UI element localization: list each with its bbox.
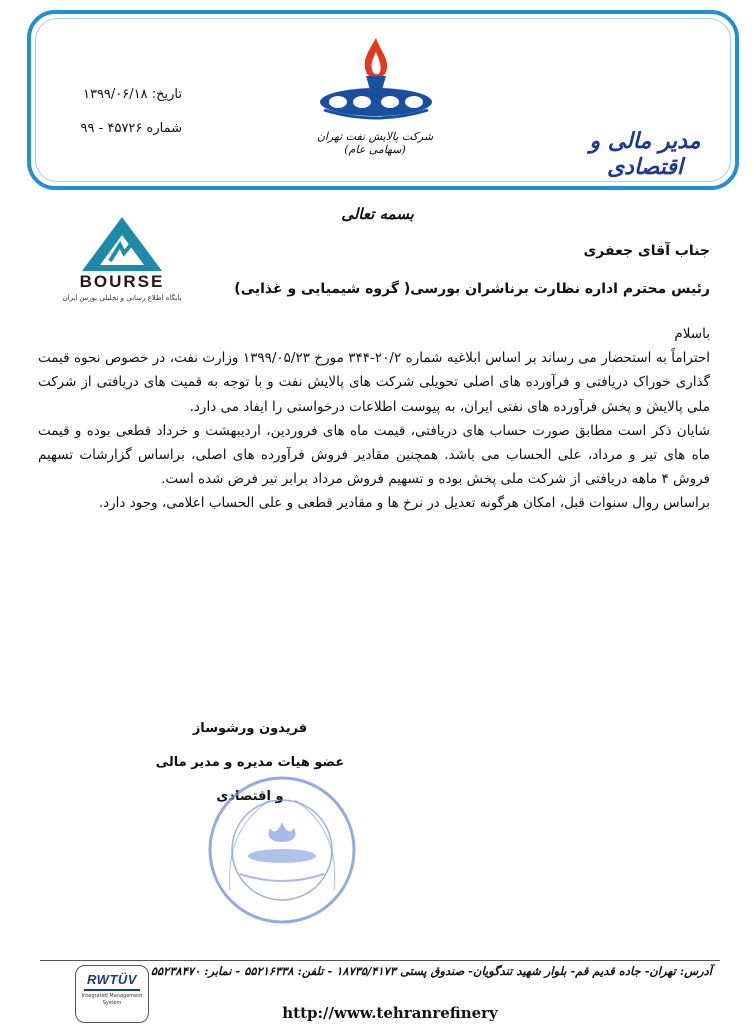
department-title: مدیر مالی و اقتصادی [589, 128, 701, 180]
cert-divider [84, 989, 140, 991]
flame-logo-icon [316, 30, 436, 130]
letter-paragraph-2: شایان ذکر است مطابق صورت حساب های دریافتی، قیمت ماه های فروردین، اردیبهشت و خرداد قطعی بوده و قیمت ماه های تیر و مرداد، علی الحساب می باشد. همچنین مقادیر فروش فرآورده های اصلی، براساس گزارشات تسهیم فروش ۴ ماهه دریافتی از شرکت ملی پخش بوده و تسهیم فروش مرداد برابر تیر فرض شده است. [38, 422, 710, 488]
stamp-seal-icon [200, 770, 365, 930]
letter-paragraph-3: براساس روال سنوات قبل، امکان هرگونه تعدیل در نرخ ها و مقادیر قطعی و علی الحساب اعلامی، وجود دارد. [98, 495, 710, 512]
signatory-name: فریدون ورشوساز [192, 721, 308, 736]
recipient-title: رئیس محترم اداره نظارت برناشران بورسی( گروه شیمیایی و غذایی) [234, 281, 710, 297]
letter-date: تاریخ: ۱۳۹۹/۰۶/۱۸ [82, 87, 182, 102]
letter-greeting: باسلام [674, 326, 710, 342]
bourse-subtitle: پایگاه اطلاع رسانی و تحلیلی بورس ایران [62, 294, 182, 302]
letter-paragraph-1: احتراماً به استحضار می رساند بر اساس ابلاغیه شماره ۲۰/۲-۳۴۴ مورخ ۱۳۹۹/۰۵/۲۳ وزارت نفت، در خصوص نحوه قیمت گذاری خوراک دریافتی و فرآورده های اصلی تحویلی شرکت های پالایش نفت و با توجه به قمیت های دریافتی از شرکت ملی پالایش و پخش فرآورده های نفتی ایران، به پیوست اطلاعات درخواستی را ایفاد می دارد. [38, 350, 710, 415]
bourse-name: BOURSE [79, 272, 165, 291]
cert-logo: RWTÜV [87, 972, 137, 987]
official-stamp [200, 770, 365, 930]
footer-address: آدرس: تهران- جاده قدیم قم- بلوار شهید تندگویان- صندوق پستی ۱۸۷۳۵/۴۱۷۳ - تلفن: ۵۵۲۱۶۳۳۸ - نمابر: ۵۵۲۳۸۴۷۰ [150, 964, 712, 978]
letter-number: شماره ۴۵۷۲۶ - ۹۹ [80, 121, 182, 136]
basmala: بسمه تعالی [341, 205, 414, 223]
recipient-name: جناب آقای جعفری [583, 243, 710, 259]
footer-divider [40, 960, 720, 961]
company-logo [316, 30, 436, 140]
certification-badge [75, 965, 149, 1023]
date-number-block [72, 78, 182, 146]
footer-url[interactable]: http://www.tehranrefinery [282, 1004, 498, 1022]
recipient-block [190, 232, 710, 308]
company-name: شرکت پالایش نفت تهران (سهامی عام) [316, 130, 434, 156]
signatory-position: عضو هیات مدیره و مدیر مالی و اقتصادی [155, 755, 345, 804]
bourse-triangle-icon [62, 215, 182, 275]
letter-body [38, 322, 710, 516]
cert-subtitle: Integrated Management System [81, 993, 143, 1006]
